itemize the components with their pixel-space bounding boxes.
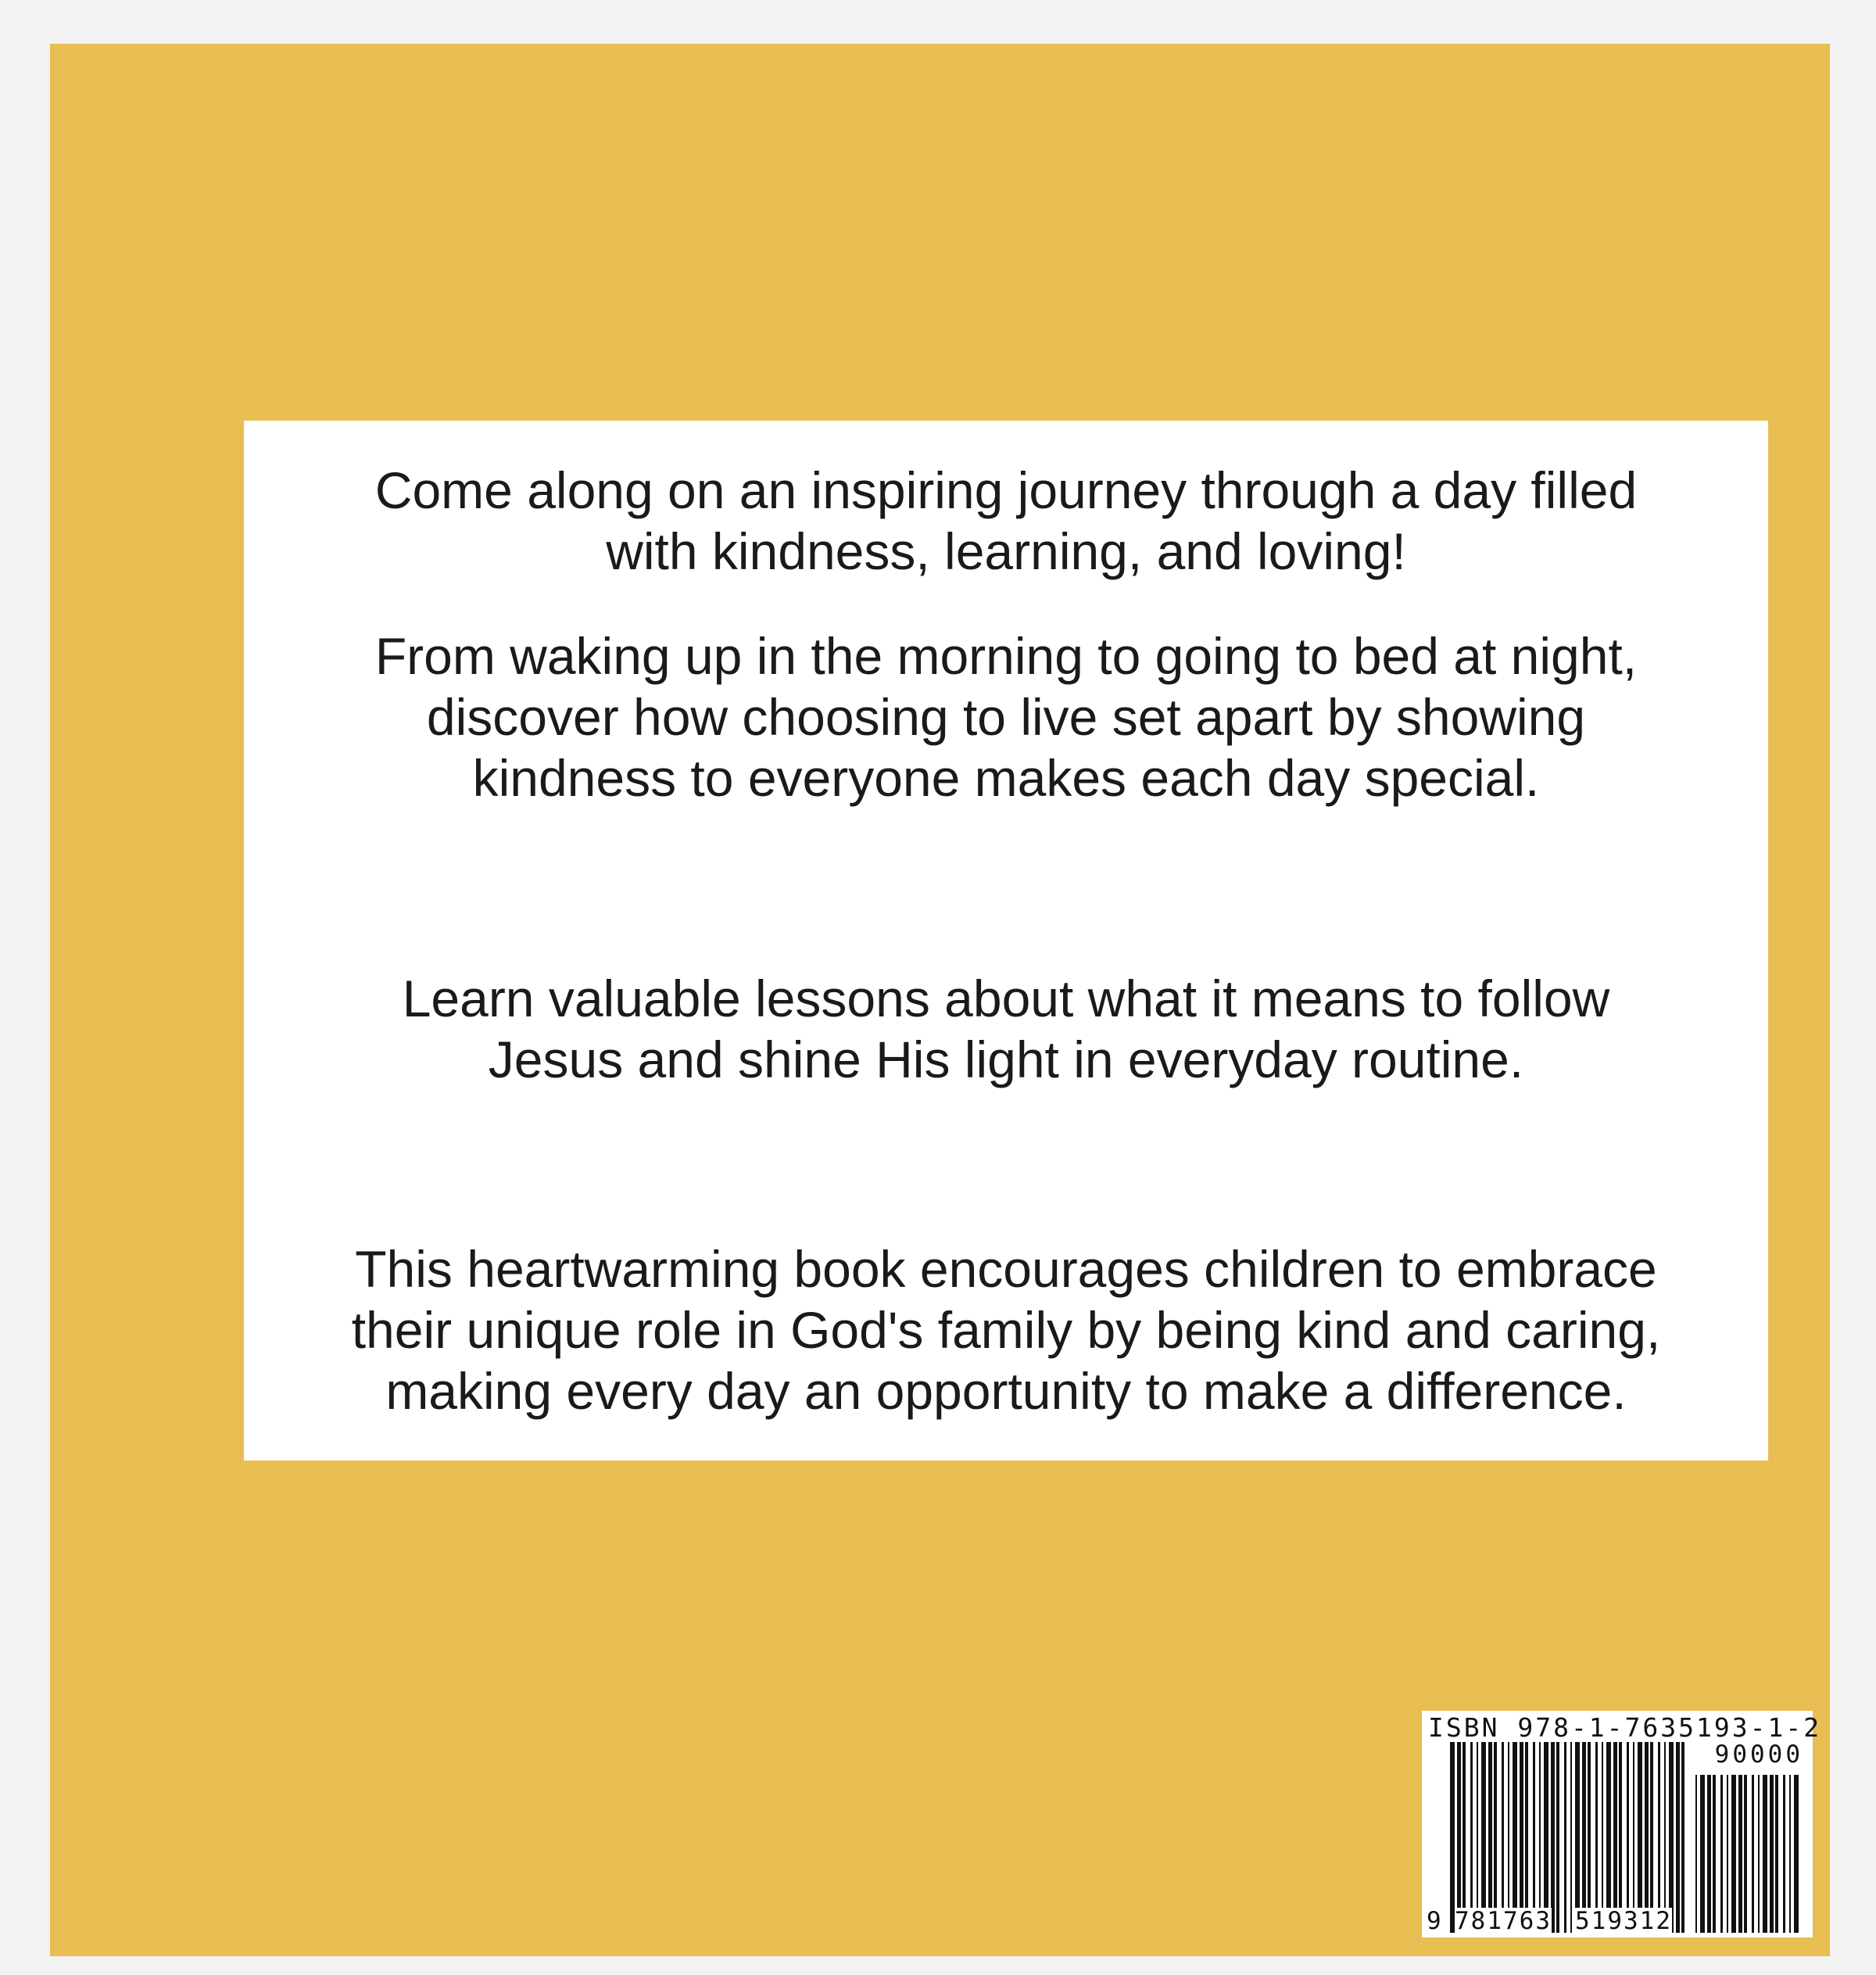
blurb-line: Come along on an inspiring journey through a day filled — [374, 461, 1638, 519]
blurb-line: This heartwarming book encourages children to embrace — [355, 1240, 1657, 1298]
barcode-bar — [1619, 1742, 1622, 1933]
barcode-bar — [1582, 1742, 1586, 1933]
price-addon-code: 90000 — [1714, 1740, 1803, 1769]
barcode-bar — [1450, 1742, 1455, 1933]
barcode-bar — [1669, 1742, 1674, 1933]
barcode-bar — [1627, 1742, 1629, 1933]
barcode-bar — [1681, 1742, 1684, 1933]
barcode-left-digits: 781763 — [1455, 1907, 1552, 1935]
barcode-bar — [1658, 1742, 1660, 1933]
barcode-bar — [1738, 1775, 1742, 1933]
blurb-line: From waking up in the morning to going to bed at night, — [374, 627, 1638, 685]
blurb-line: their unique role in God's family by being kind and caring, — [351, 1301, 1661, 1359]
back-cover — [50, 44, 1830, 1956]
barcode-bar — [1525, 1742, 1528, 1933]
barcode-bar — [1470, 1742, 1473, 1933]
barcode-bar — [1758, 1775, 1760, 1933]
barcode-bar — [1650, 1742, 1653, 1933]
barcode-bar — [1462, 1742, 1466, 1933]
barcode-bar — [1770, 1775, 1774, 1933]
barcode-bar — [1481, 1742, 1486, 1933]
blurb-line: Jesus and shine His light in everyday routine. — [488, 1031, 1524, 1088]
blurb-paragraph-3 — [244, 968, 1768, 1090]
barcode-bar — [1544, 1742, 1548, 1933]
barcode-bar — [1457, 1742, 1461, 1933]
barcode-bar — [1783, 1775, 1785, 1933]
barcode-bar — [1606, 1742, 1611, 1933]
blurb-line: kindness to everyone makes each day special. — [472, 749, 1540, 807]
barcode-bar — [1477, 1742, 1478, 1933]
barcode-bar — [1775, 1775, 1778, 1933]
barcode-bar — [1595, 1742, 1598, 1933]
barcode-first-digit: 9 — [1427, 1907, 1443, 1935]
blurb-panel — [244, 421, 1768, 1461]
isbn-barcode — [1422, 1711, 1822, 1937]
barcode-bar — [1731, 1775, 1736, 1933]
barcode-bar — [1638, 1742, 1642, 1933]
barcode-bar — [1533, 1742, 1535, 1933]
barcode-bar — [1570, 1742, 1572, 1933]
barcode-bar — [1752, 1775, 1754, 1933]
barcode-bar — [1575, 1742, 1580, 1933]
barcode-bar — [1494, 1742, 1497, 1933]
barcode-bar — [1676, 1742, 1680, 1933]
barcode-bar — [1520, 1742, 1523, 1933]
barcode-bar — [1727, 1775, 1728, 1933]
blurb-line: Learn valuable lessons about what it means to follow — [402, 970, 1610, 1027]
isbn-number: ISBN 978-1-7635193-1-2 — [1428, 1712, 1822, 1743]
blurb-line: with kindness, learning, and loving! — [606, 522, 1406, 580]
barcode-right-digits: 519312 — [1575, 1907, 1672, 1935]
blurb-line: discover how choosing to live set apart by showing — [426, 688, 1586, 746]
barcode-bar — [1789, 1775, 1791, 1933]
barcode-bar — [1513, 1742, 1517, 1933]
barcode-bar — [1488, 1742, 1492, 1933]
barcode-bar — [1551, 1742, 1555, 1933]
barcode-bar — [1602, 1742, 1603, 1933]
barcode-bar — [1664, 1742, 1666, 1933]
barcode-bar — [1645, 1742, 1649, 1933]
barcode-bar — [1556, 1742, 1559, 1933]
barcode-bar — [1695, 1775, 1697, 1933]
barcode-bar — [1720, 1775, 1723, 1933]
barcode-bar — [1713, 1775, 1716, 1933]
barcode-bar — [1564, 1742, 1566, 1933]
blurb-paragraph-1 — [244, 460, 1768, 582]
barcode-bar — [1633, 1742, 1634, 1933]
barcode-bar — [1707, 1775, 1711, 1933]
barcode-bar — [1794, 1775, 1799, 1933]
barcode-bar — [1539, 1742, 1541, 1933]
barcode-bar — [1613, 1742, 1617, 1933]
barcode-bar — [1502, 1742, 1504, 1933]
blurb-line: making every day an opportunity to make a difference. — [385, 1362, 1627, 1420]
barcode-bar — [1763, 1775, 1767, 1933]
barcode-bar — [1588, 1742, 1591, 1933]
blurb-paragraph-2 — [244, 625, 1768, 808]
barcode-bar — [1744, 1775, 1747, 1933]
blurb-paragraph-4 — [244, 1238, 1768, 1421]
barcode-bar — [1508, 1742, 1509, 1933]
barcode-bar — [1700, 1775, 1705, 1933]
